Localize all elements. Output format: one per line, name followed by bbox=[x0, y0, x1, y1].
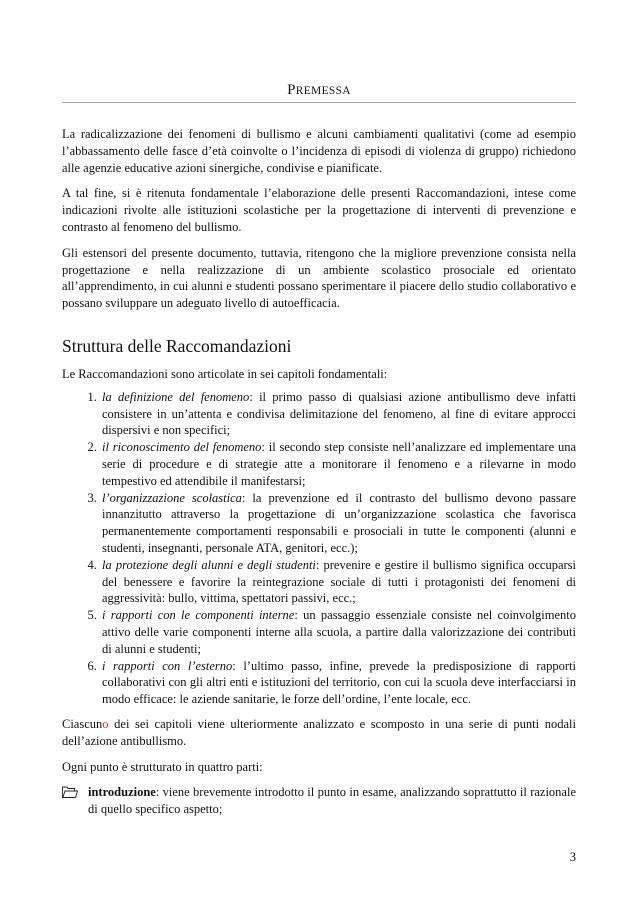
chapter-item bbox=[100, 439, 576, 489]
chapter-item bbox=[100, 607, 576, 657]
bullet-item bbox=[62, 784, 576, 818]
chapter-text: : il secondo step consiste nell’analizzare ed implementare una serie di procedure e di strategie atte a monitorare il fenomeno e a rilevarne in modo tempestivo ed attendibile il manifestarsi; bbox=[102, 440, 577, 488]
closing-paragraph bbox=[62, 716, 576, 750]
title-divider bbox=[62, 102, 576, 103]
chapter-title: i rapporti con l’esterno bbox=[102, 658, 233, 673]
paragraph-1: La radicalizzazione dei fenomeni di bullismo e alcuni cambiamenti qualitativi (come ad esempio l’abbassamento delle fasce d’età coinvolte o l’incidenza di episodi di violenza di gruppo) richiedono alle agenzie educative azioni sinergiche, condivise e pianificate. bbox=[62, 127, 576, 175]
chapter-text: : prevenire e gestire il bullismo significa occuparsi del benessere e favorire la reintegrazione sociale di tutti i protagonisti dei fenomeni di aggressività: bullo, vittima, spettatori passivi, ecc.; bbox=[102, 557, 577, 606]
chapter-text: : l’ultimo passo, infine, prevede la predisposizione di rapporti collaborativi con gli altri enti e istituzioni del territorio, con cui la scuola deve interfacciarsi in modo efficace: le aziende sanitarie, le forze dell’ordine, l’ente locale, ecc. bbox=[102, 658, 576, 707]
page-number: 3 bbox=[569, 850, 576, 864]
chapter-title: la definizione del fenomeno bbox=[102, 389, 250, 404]
paragraph-3: Gli estensori del presente documento, tuttavia, ritengono che la migliore prevenzione consista nella progettazione e nella realizzazione di un ambiente scolastico prosociale ed orientato all’apprendimento, in cui alunni e studenti possano sperimentare il piacere dello studio collaborativo e possano sviluppare un adeguato livello di autoefficacia. bbox=[62, 245, 576, 311]
chapter-item bbox=[100, 490, 576, 557]
folder-icon bbox=[62, 784, 88, 803]
title-rest: REMESSA bbox=[295, 85, 351, 97]
chapters-intro: Le Raccomandazioni sono articolate in sei capitoli fondamentali: bbox=[62, 366, 388, 381]
closing-text-start: Ciascun bbox=[62, 716, 103, 731]
closing-red-char: o bbox=[102, 716, 109, 731]
bullet-term: introduzione bbox=[88, 785, 156, 800]
closing-text-end: dei sei capitoli viene ulteriormente analizzato e scomposto in una serie di punti nodali dell’azione antibullismo. bbox=[62, 716, 576, 748]
document-body bbox=[62, 126, 576, 818]
chapter-item bbox=[100, 658, 576, 708]
chapters-list bbox=[62, 389, 576, 708]
page-title bbox=[62, 82, 576, 99]
chapter-text: : un passaggio essenziale consiste nel coinvolgimento attivo delle varie componenti interne alla scuola, a partire dalla valorizzazione dei contributi di alunni e studenti; bbox=[102, 608, 576, 656]
chapter-text: : il primo passo di qualsiasi azione antibullismo deve infatti consistere in un’attenta e condivisa delimitazione del fenomeno, al fine di evitare approcci dispersivi e non specifici; bbox=[102, 389, 576, 438]
chapter-title: la protezione degli alunni e degli studenti bbox=[102, 557, 316, 572]
bullet-description: : viene brevemente introdotto il punto in esame, analizzando soprattutto il razionale di quello specifico aspetto; bbox=[88, 785, 576, 817]
chapter-text: : la prevenzione ed il contrasto del bullismo devono passare innanzitutto attraverso la progettazione di un’organizzazione scolastica che favorisca permanentemente comportamenti responsabili e prosociali in tutte le componenti (alunni e studenti, insegnanti, personale ATA, genitori, ecc.); bbox=[102, 490, 576, 555]
paragraph-2: A tal fine, si è ritenuta fondamentale l’elaborazione delle presenti Raccomandazioni, intese come indicazioni rivolte alle istituzioni scolastiche per la progettazione di interventi di prevenzione e contrasto al fenomeno del bullismo. bbox=[62, 186, 576, 234]
section-title: Struttura delle Raccomandazioni bbox=[62, 335, 292, 356]
title-initial: P bbox=[287, 82, 296, 98]
bullet-text bbox=[88, 784, 576, 818]
chapter-title: l’organizzazione scolastica bbox=[102, 490, 242, 505]
chapter-item bbox=[100, 557, 576, 607]
structure-intro: Ogni punto è strutturato in quattro parti: bbox=[62, 759, 263, 774]
chapter-item bbox=[100, 389, 576, 439]
chapter-title: il riconoscimento del fenomeno bbox=[102, 440, 262, 455]
chapter-title: i rapporti con le componenti interne bbox=[102, 608, 295, 623]
